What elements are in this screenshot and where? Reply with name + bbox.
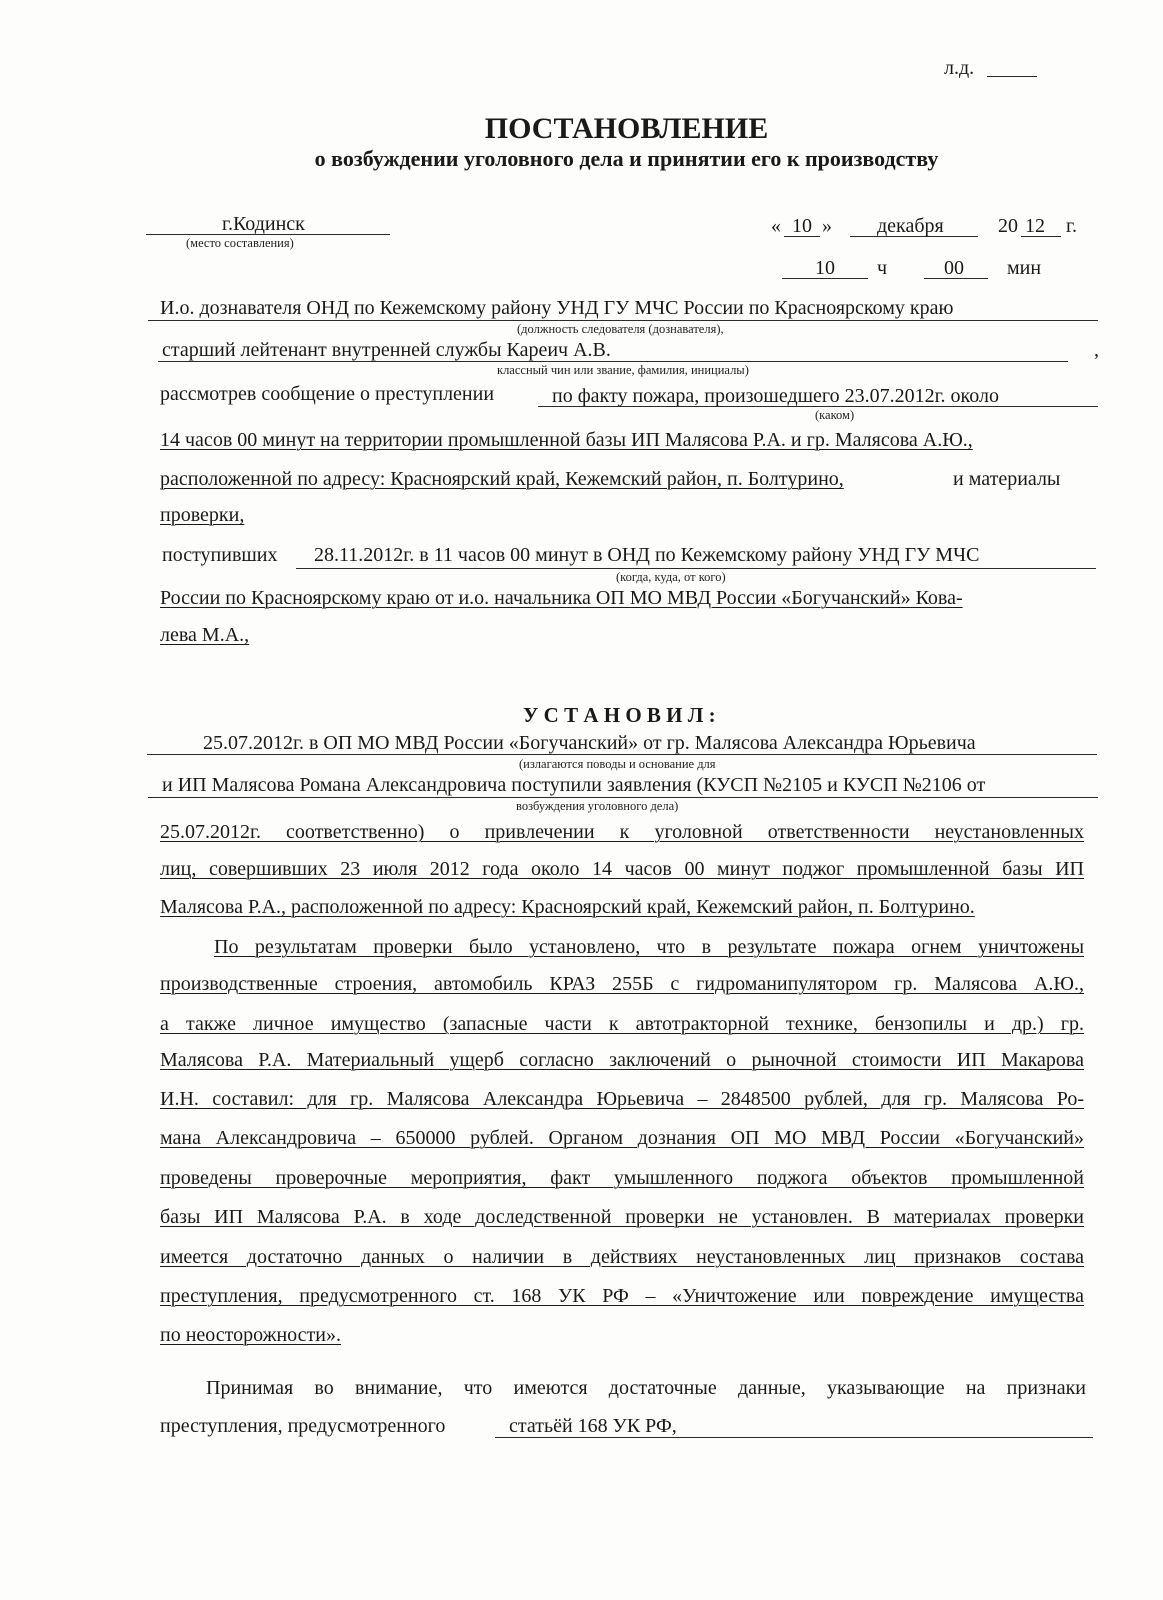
minutes-abbr: мин — [1007, 257, 1042, 279]
position-line — [148, 320, 1098, 321]
month-line — [850, 236, 978, 237]
established-body-line: Малясова Р.А., расположенной по адресу: Красноярский край, Кежемский район, п. Болтурино. — [160, 896, 975, 918]
report-about-caption: (каком) — [815, 408, 855, 422]
rank-caption: классный чин или звание, фамилия, инициалы) — [497, 363, 749, 377]
findings-line: И.Н. составил: для гр. Малясова Александра Юрьевича – 2848500 рублей, для гр. Малясова Ро- — [160, 1088, 1084, 1110]
findings-line: по неосторожности». — [160, 1324, 341, 1346]
findings-line: а также личное имущество (запасные части к автотракторной технике, бензопилы и др.) гр. — [160, 1013, 1084, 1035]
year-abbr: г. — [1066, 215, 1077, 237]
received-line-1: 28.11.2012г. в 11 часов 00 минут в ОНД по Кежемскому району УНД ГУ МЧС — [314, 544, 980, 566]
document-title: ПОСТАНОВЛЕНИЕ — [484, 112, 769, 145]
report-lead: рассмотрев сообщение о преступлении — [160, 383, 495, 405]
received-line-3: лева М.А., — [160, 624, 250, 646]
rank-line — [158, 361, 1068, 362]
established-line-2-rule — [148, 797, 1098, 798]
quote-open: « — [771, 215, 781, 237]
sheet-number-line — [987, 76, 1037, 77]
minutes-line — [924, 278, 988, 279]
day-line — [784, 236, 820, 237]
findings-line: Малясова Р.А. Материальный ущерб согласно заключений о рыночной стоимости ИП Макарова — [160, 1049, 1084, 1071]
established-caption-1: (излагаются поводы и основание для — [519, 757, 716, 771]
year-suffix: 12 — [1025, 215, 1045, 237]
year-line — [1021, 236, 1061, 237]
report-line-4: проверки, — [160, 504, 245, 526]
report-line-3: расположенной по адресу: Красноярский край, Кежемский район, п. Болтурино, — [160, 468, 844, 490]
investigator-position: И.о. дознавателя ОНД по Кежемскому району УНД ГУ МЧС России по Красноярскому краю — [160, 297, 954, 319]
considering-article: статьёй 168 УК РФ, — [509, 1415, 677, 1437]
quote-close: » — [822, 215, 832, 237]
findings-line: базы ИП Малясова Р.А. в ходе доследственной проверки не установлен. В материалах проверки — [160, 1206, 1084, 1228]
report-line-3-tail: и материалы — [953, 468, 1061, 490]
time-hours: 10 — [815, 257, 835, 279]
report-line-2: 14 часов 00 минут на территории промышленной базы ИП Малясова Р.А. и гр. Малясова А.Ю., — [160, 429, 973, 451]
findings-line: проведены проверочные мероприятия, факт умышленного поджога объектов промышленной — [160, 1167, 1084, 1189]
document-subtitle: о возбуждении уголовного дела и принятии его к производству — [314, 146, 939, 171]
report-line-1: по факту пожара, произошедшего 23.07.2012г. около — [552, 385, 999, 407]
received-lead: поступивших — [162, 544, 278, 566]
findings-line: По результатам проверки было установлено, что в результате пожара огнем уничтожены — [214, 936, 1084, 958]
position-caption: (должность следователя (дознавателя), — [517, 322, 724, 336]
established-body-line: 25.07.2012г. соответственно) о привлечении к уголовной ответственности неустановленных — [160, 821, 1084, 843]
established-caption-2: возбуждения уголовного дела) — [516, 799, 679, 813]
established-line-2: и ИП Малясова Романа Александровича поступили заявления (КУСП №2105 и КУСП №2106 от — [162, 774, 986, 796]
findings-line: преступления, предусмотренного ст. 168 УК РФ – «Уничтожение или повреждение имущества — [160, 1285, 1084, 1307]
findings-line: мана Александровича – 650000 рублей. Органом дознания ОП МО МВД России «Богучанский» — [160, 1127, 1084, 1149]
place-line — [146, 234, 390, 235]
considering-line-1: Принимая во внимание, что имеются достаточные данные, указывающие на признаки — [206, 1377, 1086, 1399]
findings-line: имеется достаточно данных о наличии в действиях неустановленных лиц признаков состава — [160, 1246, 1084, 1268]
established-body-line: лиц, совершивших 23 июля 2012 года около 14 часов 00 минут поджог промышленной базы ИП — [160, 858, 1084, 880]
place-caption: (место составления) — [186, 236, 294, 250]
year-prefix: 20 — [998, 215, 1018, 237]
established-heading: У С Т А Н О В И Л : — [523, 703, 716, 727]
investigator-rank-name: старший лейтенант внутренней службы Кареич А.В. — [162, 339, 611, 361]
received-line-2: России по Красноярскому краю от и.о. начальника ОП МО МВД России «Богучанский» Кова- — [160, 587, 963, 609]
considering-line-2-lead: преступления, предусмотренного — [160, 1415, 446, 1437]
established-line-1: 25.07.2012г. в ОП МО МВД России «Богучанский» от гр. Малясова Александра Юрьевича — [203, 732, 976, 754]
established-line-1-rule — [147, 754, 1097, 755]
date-month: декабря — [877, 215, 944, 237]
rank-comma: , — [1094, 339, 1099, 361]
considering-article-rule — [495, 1437, 1093, 1438]
place-value: г.Кодинск — [222, 213, 305, 235]
time-minutes: 00 — [944, 257, 964, 279]
report-line-1-rule — [538, 406, 1098, 407]
date-day: 10 — [792, 215, 812, 237]
hours-line — [782, 278, 868, 279]
received-caption: (когда, куда, от кого) — [616, 570, 726, 584]
findings-line: производственные строения, автомобиль КРАЗ 255Б с гидроманипулятором гр. Малясова А.Ю., — [160, 973, 1084, 995]
sheet-label: л.д. — [944, 57, 975, 79]
received-line-1-rule — [296, 568, 1096, 569]
hours-abbr: ч — [877, 257, 888, 279]
